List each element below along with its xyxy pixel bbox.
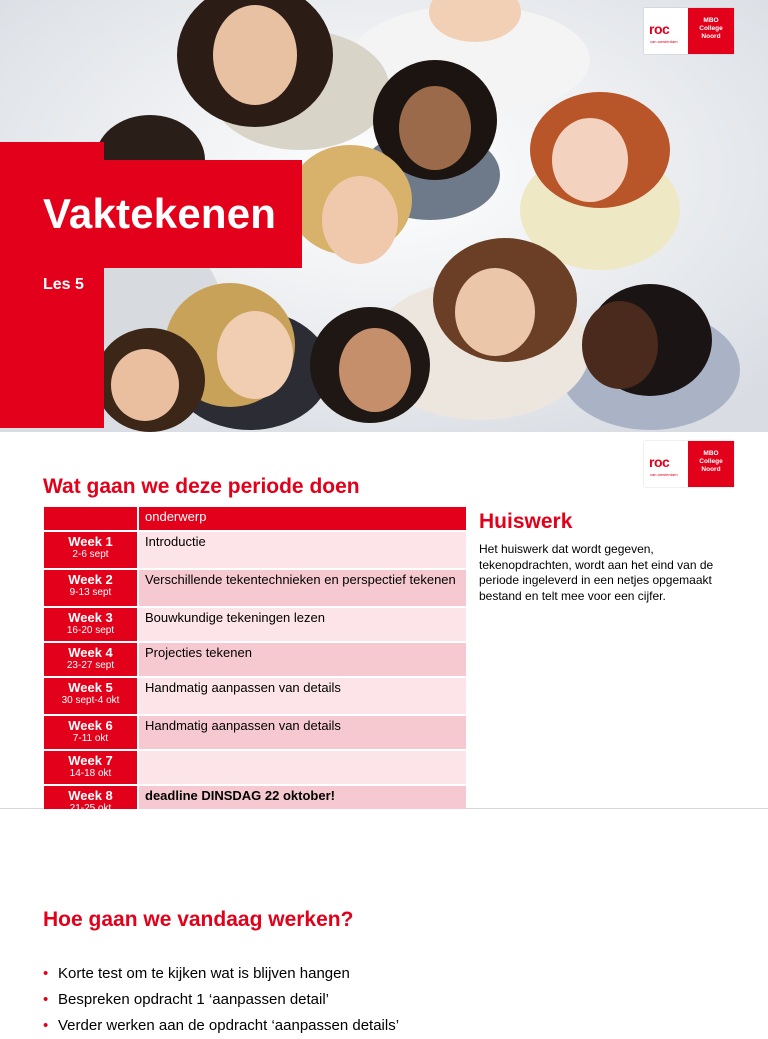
week-cell (44, 642, 138, 677)
planning-slide (0, 432, 768, 809)
roc-logo-text: roc (649, 454, 670, 470)
roc-logo-subtext: van amsterdam (650, 472, 678, 477)
week-dates: 16-20 sept (66, 625, 115, 636)
logo-line-1: MBO (703, 17, 719, 24)
roc-mbo-logo (644, 8, 734, 54)
week-label: Week 4 (68, 645, 113, 660)
planning-table (44, 507, 466, 821)
topic-cell: Introductie (138, 531, 466, 569)
table-row (44, 677, 466, 715)
week-cell (44, 677, 138, 715)
roc-logo-subtext: van amsterdam (650, 39, 678, 44)
topic-cell: Projecties tekenen (138, 642, 466, 677)
list-item (43, 961, 399, 987)
topic-cell: Handmatig aanpassen van details (138, 715, 466, 750)
mbo-college-noord-mark (688, 8, 734, 54)
deadline-topic-cell: deadline DINSDAG 22 oktober! (138, 785, 466, 820)
week-dates: 7-11 okt (72, 733, 109, 744)
topic-cell (138, 750, 466, 785)
today-slide (0, 809, 768, 1034)
week-label: Week 6 (68, 718, 113, 733)
cover-slide (0, 0, 768, 432)
logo-line-1: MBO (703, 450, 719, 457)
topic-cell: Verschillende tekentechnieken en perspectief tekenen (138, 569, 466, 607)
week-cell (44, 607, 138, 642)
table-row (44, 569, 466, 607)
week-dates: 2-6 sept (72, 549, 109, 560)
table-row (44, 531, 466, 569)
table-row (44, 715, 466, 750)
list-item-text: Verder werken aan de opdracht ‘aanpassen details’ (58, 1017, 400, 1034)
list-item (43, 1013, 399, 1039)
week-label: Week 8 (68, 788, 113, 803)
topic-cell: Bouwkundige tekeningen lezen (138, 607, 466, 642)
week-dates: 14-18 okt (69, 768, 112, 779)
list-item-text: Korte test om te kijken wat is blijven hangen (58, 965, 350, 982)
list-item-text: Bespreken opdracht 1 ‘aanpassen detail’ (58, 991, 330, 1008)
homework-text: Het huiswerk dat wordt gegeven, tekenopdrachten, wordt aan het eind van de periode ingeleverd in een netjes opgemaakt bestand en telt mee voor een cijfer. (479, 542, 714, 603)
cover-title: Vaktekenen (43, 190, 277, 237)
roc-logo-mark (644, 441, 688, 487)
header-topic-cell: onderwerp (138, 507, 466, 531)
roc-logo-text: roc (649, 21, 670, 37)
week-label: Week 3 (68, 610, 113, 625)
week-label: Week 1 (68, 534, 113, 549)
week-dates: 9-13 sept (69, 587, 112, 598)
week-cell (44, 569, 138, 607)
homework-title: Huiswerk (479, 510, 573, 533)
roc-logo-mark (644, 8, 688, 54)
today-steps-list (43, 961, 399, 1039)
logo-line-2: College (699, 25, 723, 32)
logo-line-2: College (699, 458, 723, 465)
title-block (0, 160, 302, 268)
logo-line-3: Noord (701, 33, 721, 40)
bullet-icon: • (43, 1017, 49, 1034)
week-label: Week 7 (68, 753, 113, 768)
week-dates: 30 sept-4 okt (61, 695, 120, 706)
week-cell (44, 531, 138, 569)
bullet-icon: • (43, 965, 49, 982)
table-row (44, 607, 466, 642)
header-week-cell (44, 507, 138, 531)
roc-mbo-logo (644, 441, 734, 487)
week-cell (44, 715, 138, 750)
mbo-college-noord-mark (688, 441, 734, 487)
bullet-icon: • (43, 991, 49, 1008)
list-item (43, 987, 399, 1013)
topic-cell: Handmatig aanpassen van details (138, 677, 466, 715)
week-cell (44, 750, 138, 785)
today-title: Hoe gaan we vandaag werken? (43, 908, 354, 931)
table-header-row (44, 507, 466, 531)
table-row (44, 642, 466, 677)
table-row (44, 750, 466, 785)
cover-subtitle: Les 5 (43, 276, 84, 293)
week-dates: 23-27 sept (66, 660, 115, 671)
week-label: Week 2 (68, 572, 113, 587)
planning-title: Wat gaan we deze periode doen (43, 475, 360, 498)
logo-line-3: Noord (701, 466, 721, 473)
week-label: Week 5 (68, 680, 113, 695)
